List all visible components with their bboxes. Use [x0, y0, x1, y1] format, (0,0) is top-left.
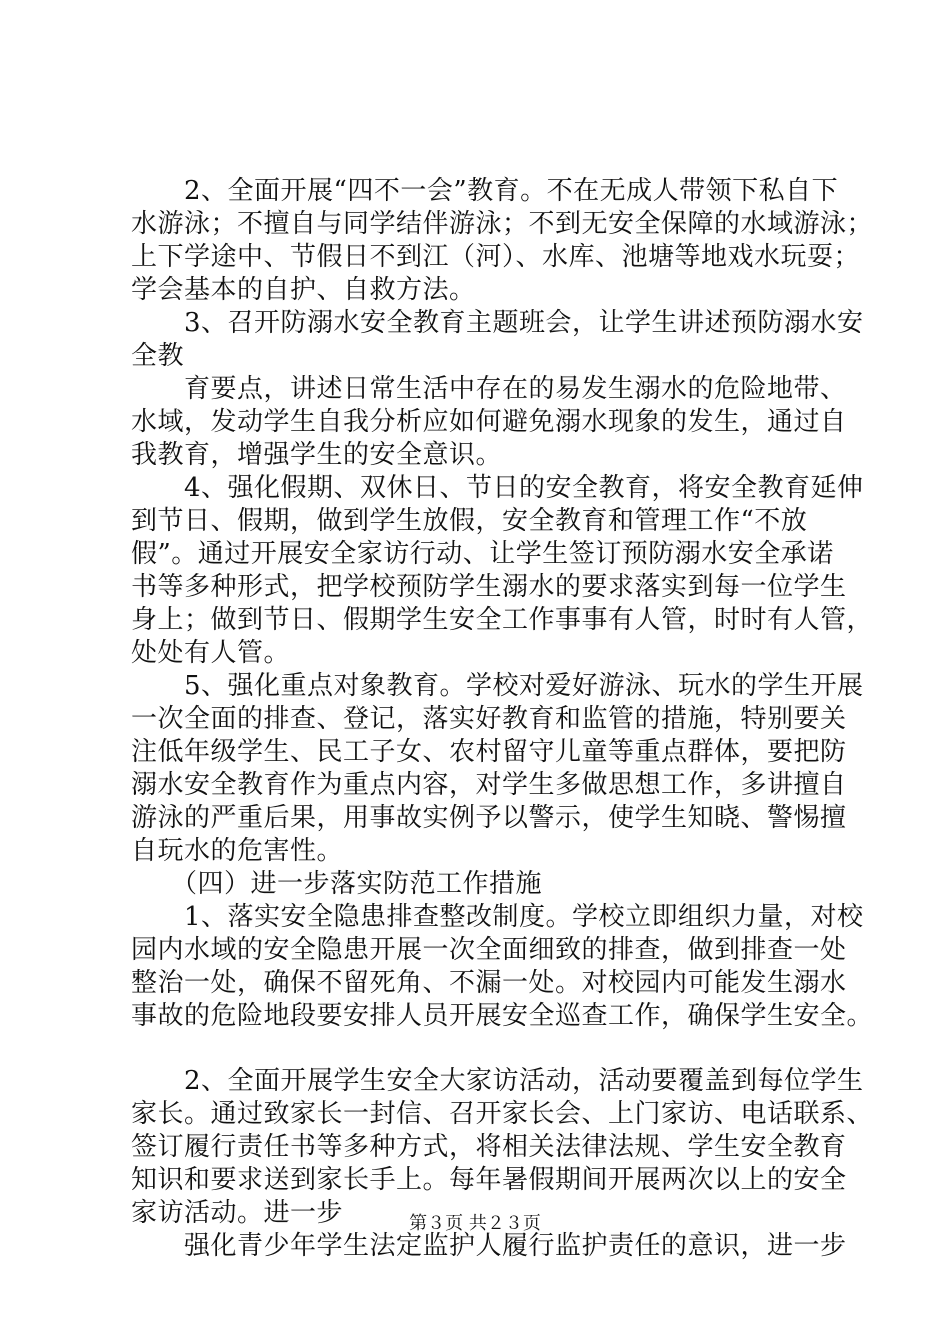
text-line: 注低年级学生、民工子女、农村留守儿童等重点群体，要把防 [131, 737, 847, 767]
text-line: 上下学途中、节假日不到江（河）、水库、池塘等地戏水玩耍； [131, 242, 861, 272]
text-line: 2、全面开展学生安全大家访活动，活动要覆盖到每位学生 [131, 1066, 864, 1096]
text-line: 强化青少年学生法定监护人履行监护责任的意识，进一步 [131, 1231, 847, 1261]
text-line: 到节日、假期，做到学生放假，安全教育和管理工作“不放 [131, 506, 808, 536]
text-line: 5、强化重点对象教育。学校对爱好游泳、玩水的学生开展 [131, 671, 864, 701]
text-line: 园内水域的安全隐患开展一次全面细致的排查，做到排查一处 [131, 935, 847, 965]
text-line: 一次全面的排查、登记，落实好教育和监管的措施，特别要关 [131, 704, 847, 734]
text-line: 书等多种形式，把学校预防学生溺水的要求落实到每一位学生 [131, 572, 847, 602]
text-line: 育要点，讲述日常生活中存在的易发生溺水的危险地带、 [131, 374, 847, 404]
text-line: 全教 [131, 341, 185, 371]
text-line: 处处有人管。 [131, 638, 291, 668]
text-line: 签订履行责任书等多种方式，将相关法律法规、学生安全教育 [131, 1132, 847, 1162]
text-line: 游泳的严重后果，用事故实例予以警示，使学生知晓、警惕擅 [131, 803, 847, 833]
text-line: 1、落实安全隐患排查整改制度。学校立即组织力量，对校 [131, 902, 864, 932]
text-line: 家访活动。进一步 [131, 1198, 344, 1228]
text-line: 2、全面开展“四不一会”教育。不在无成人带领下私自下 [131, 176, 839, 206]
page-number-footer: 第３页 共２３页 [409, 1213, 541, 1234]
text-line: 自玩水的危害性。 [131, 836, 344, 866]
text-line: 我教育，增强学生的安全意识。 [131, 440, 503, 470]
text-line: 4、强化假期、双休日、节日的安全教育，将安全教育延伸 [131, 473, 864, 503]
text-line: 溺水安全教育作为重点内容，对学生多做思想工作，多讲擅自 [131, 770, 847, 800]
text-line: 学会基本的自护、自救方法。 [131, 275, 476, 305]
text-line: 3、召开防溺水安全教育主题班会，让学生讲述预防溺水安 [131, 308, 864, 338]
text-line: 整治一处，确保不留死角、不漏一处。对校园内可能发生溺水 [131, 968, 847, 998]
text-line: 事故的危险地段要安排人员开展安全巡查工作，确保学生安全。 [131, 1001, 874, 1031]
text-line: 假”。通过开展安全家访行动、让学生签订预防溺水安全承诺 [131, 539, 834, 569]
text-line: 知识和要求送到家长手上。每年暑假期间开展两次以上的安全 [131, 1165, 847, 1195]
text-line: 水游泳；不擅自与同学结伴游泳；不到无安全保障的水域游泳； [131, 209, 874, 239]
text-line: 家长。通过致家长一封信、召开家长会、上门家访、电话联系、 [131, 1099, 874, 1129]
text-line: 身上；做到节日、假期学生安全工作事事有人管，时时有人管， [131, 605, 874, 635]
section-heading: （四）进一步落实防范工作措施 [131, 869, 543, 899]
text-line: 水域，发动学生自我分析应如何避免溺水现象的发生，通过自 [131, 407, 847, 437]
